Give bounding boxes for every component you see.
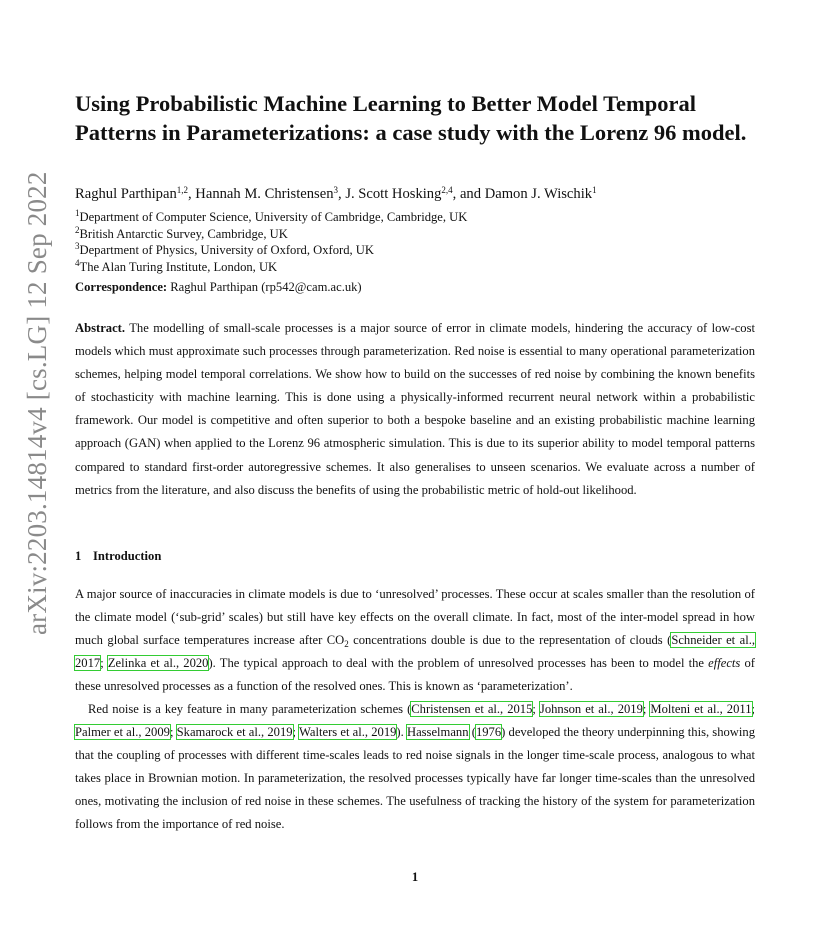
affiliation: $^1$Department of Computer Science, University of Cambridge, Cambridge, UK <box>75 208 468 224</box>
abstract <box>75 317 755 502</box>
affiliation: $^3$Department of Physics, University of Oxford, Oxford, UK <box>75 241 375 257</box>
abstract-text: The modelling of small-scale processes is a major source of error in climate models, hindering the accuracy of low-cost models which must approximate such processes through parameterization. Red noise is essential to many operational parameterization schemes, helping model temporal correlations. We show how to build on the successes of red noise by combining the known benefits of stochasticity with machine learning. This is done using a physically-informed recurrent neural network within a probabilistic framework. Our model is competitive and often superior to both a bespoke baseline and an existing probabilistic machine learning approach (GAN) when applied to the Lorenz 96 atmospheric simulation. This is due to its superior ability to model temporal patterns compared to standard first-order autoregressive schemes. It also generalises to unseen scenarios. We evaluate across a number of metrics from the literature, and also discuss the benefits of using the probabilistic metric of hold-out likelihood. <box>75 321 755 497</box>
author-affiliation-marks: 2,4 <box>441 185 453 195</box>
affiliation: $^2$British Antarctic Survey, Cambridge, UK <box>75 224 288 241</box>
author-affiliation-marks: 1,2 <box>176 185 188 195</box>
citation-link[interactable]: Johnson et al., 2019 <box>539 702 643 716</box>
citation-link[interactable]: Zelinka et al., 2020 <box>107 656 209 671</box>
author-name: Raghul Parthipan <box>75 186 177 202</box>
section-heading <box>75 549 161 564</box>
citation-link[interactable]: 1976 <box>475 725 502 740</box>
author-name: J. Scott Hosking <box>345 186 442 202</box>
citation-link[interactable]: Walters et al., 2019 <box>299 725 397 740</box>
section-title: Introduction <box>93 549 162 563</box>
paper-title: Using Probabilistic Machine Learning to Better Model Temporal Patterns in Parameterizations: a case study with the Lorenz 96 model. <box>75 91 747 145</box>
intro-paragraph: A major source of inaccuracies in climate models is due to ‘unresolved’ processes. These occur at scales smaller than the resolution of the climate model (‘sub-grid’ scales) but still have key effects on the overall climate. In fact, most of the inter-model spread in how much global surface temperatures increase after $CO_2$ concentrations double is due to the representation of clouds (Schneider et al., 2017; Zelinka et al., 2020). The typical approach to deal with the problem of unresolved processes has been to model the effects of these unresolved processes as a function of the resolved ones. This is known as ‘parameterization’. <box>75 587 755 694</box>
author-name: Damon J. Wischik <box>484 186 593 202</box>
author-list: Raghul Parthipan$^{1,2}$, Hannah M. Christensen$^3$, J. Scott Hosking$^{2,4}$, and Damon J. Wischik$^1$ <box>75 185 597 202</box>
emphasis: effects <box>708 656 741 671</box>
affiliation: $^4$The Alan Turing Institute, London, UK <box>75 257 278 274</box>
section-number: 1 <box>75 549 82 563</box>
citation-link[interactable]: Molteni et al., 2011 <box>650 702 752 716</box>
author-name: Hannah M. Christensen <box>195 186 334 202</box>
citation-link[interactable]: Christensen et al., 2015 <box>411 702 533 716</box>
author-affiliation-marks: 1 <box>592 185 597 195</box>
correspondence-contact: Raghul Parthipan (rp542@cam.ac.uk) <box>167 280 362 294</box>
correspondence-line <box>75 280 362 295</box>
author-affiliation-marks: 3 <box>333 185 339 195</box>
citation-link[interactable]: Skamarock et al., 2019 <box>176 725 293 740</box>
citation-link[interactable]: Palmer et al., 2009 <box>75 725 170 740</box>
citation-link[interactable]: Hasselmann <box>406 725 469 740</box>
intro-paragraph: Red noise is a key feature in many parameterization schemes (Christensen et al., 2015; Johnson et al., 2019; Molteni et al., 2011; Palmer et al., 2009; Skamarock et al., 2019; Walters et al., 2019). Hasselmann (1976) developed the theory underpinning this, showing that the coupling of processes with different time-scales leads to red noise signals in the longer time-scale process, analogous to what takes place in Brownian motion. In parameterization, the resolved processes typically have far longer time-scales than the unresolved ones, motivating the inclusion of red noise in these schemes. The usefulness of tracking the history of the system for parameterization follows from the importance of red noise. <box>75 702 755 832</box>
page-number: 1 <box>411 870 419 884</box>
correspondence-label: Correspondence: <box>75 280 168 294</box>
arxiv-identifier: arXiv:2203.14814v4 [cs.LG] 12 Sep 2022 <box>22 171 52 635</box>
citation-link[interactable]: Schneider et al., 2017 <box>75 633 755 671</box>
abstract-label: Abstract. <box>75 321 126 335</box>
affiliation-list <box>75 209 467 275</box>
subscript: 2 <box>344 639 349 650</box>
